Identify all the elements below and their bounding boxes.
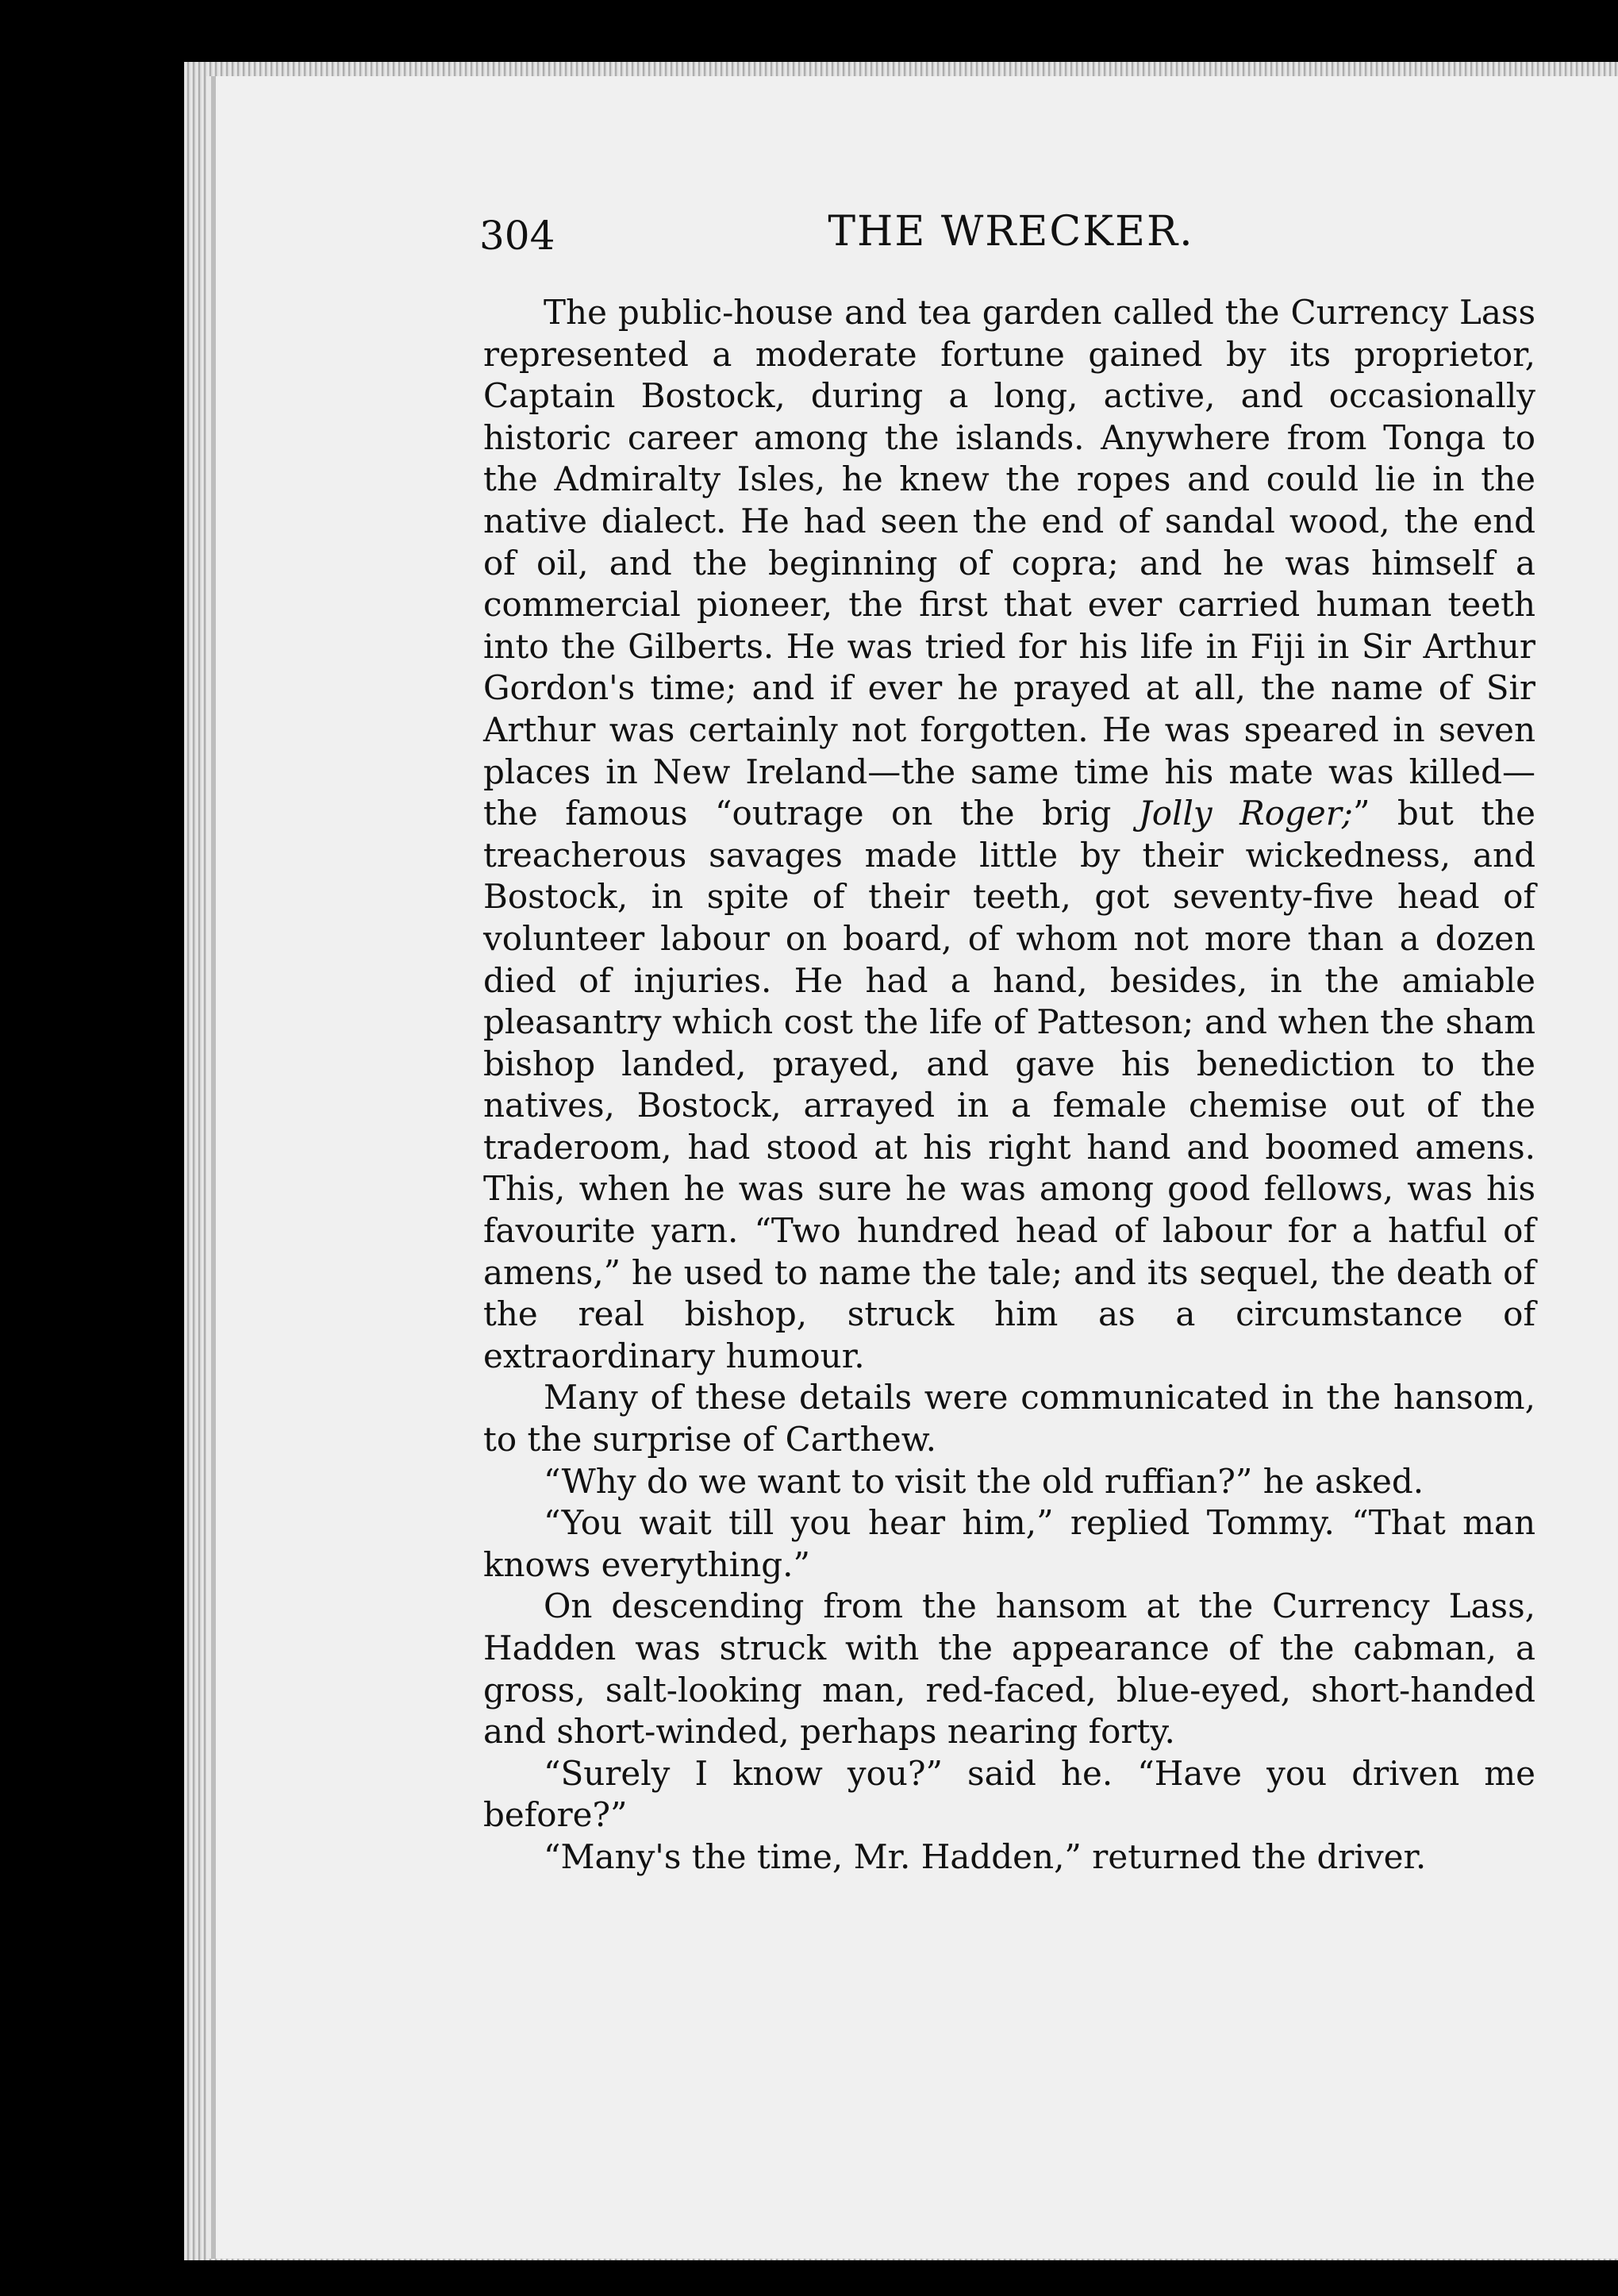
paragraph: “You wait till you hear him,” replied Tommy. “That man knows everything.” bbox=[483, 1503, 1535, 1584]
page-header bbox=[479, 208, 1543, 263]
paragraph: Many of these details were communicated in the hansom, to the surprise of Carthew. bbox=[483, 1378, 1535, 1460]
paragraph: “Many's the time, Mr. Hadden,” returned the driver. bbox=[544, 1836, 1427, 1876]
running-title: THE WRECKER. bbox=[828, 208, 1194, 256]
paragraph: On descending from the hansom at the Currency Lass, Hadden was struck with the appearance of the cabman, a gross, salt-looking man, red-faced, blue-eyed, short-handed and short-winded, perhaps nearing forty. bbox=[483, 1586, 1535, 1752]
paragraph: “Why do we want to visit the old ruffian?” he asked. bbox=[544, 1461, 1424, 1501]
page-number: 304 bbox=[479, 213, 555, 259]
paragraph-text: ” but the treacherous savages made little by their wickedness, and Bostock, in spite of their teeth, got seventy-five head of volunteer labour on board, of whom not more than a dozen died of injuries. He had a hand, besides, in the amiable pleasantry which cost the life of Patteson; and when the sham bishop landed, prayed, and gave his benediction to the natives, Bostock, arrayed in a female chemise out of the traderoom, had stood at his right hand and boomed amens. This, when he was sure he was among good fellows, was his favourite yarn. “Two hundred head of labour for a hatful of amens,” he used to name the tale; and its sequel, the death of the real bishop, struck him as a circumstance of extraordinary humour. bbox=[483, 794, 1535, 1375]
ship-name-italic: Jolly Roger; bbox=[1138, 794, 1353, 833]
paragraph-bostock-history bbox=[483, 292, 1535, 1377]
paragraph: “Surely I know you?” said he. “Have you driven me before?” bbox=[483, 1753, 1535, 1835]
paragraph-text: The public-house and tea garden called the Currency Lass represented a moderate fortune gained by its proprietor, Captain Bostock, during a long, active, and occasionally historic career among the islands. Anywhere from Tonga to the Admiralty Isles, he knew the ropes and could lie in the native dialect. He had seen the end of sandal wood, the end of oil, and the beginning of copra; and he was himself a commercial pioneer, the first that ever carried human teeth into the Gilberts. He was tried for his life in Fiji in Sir Arthur Gordon's time; and if ever he prayed at all, the name of Sir Arthur was certainly not forgotten. He was speared in seven places in New Ireland—the same time his mate was killed—the famous “outrage on the brig bbox=[483, 293, 1535, 833]
body-text bbox=[483, 292, 1535, 1879]
